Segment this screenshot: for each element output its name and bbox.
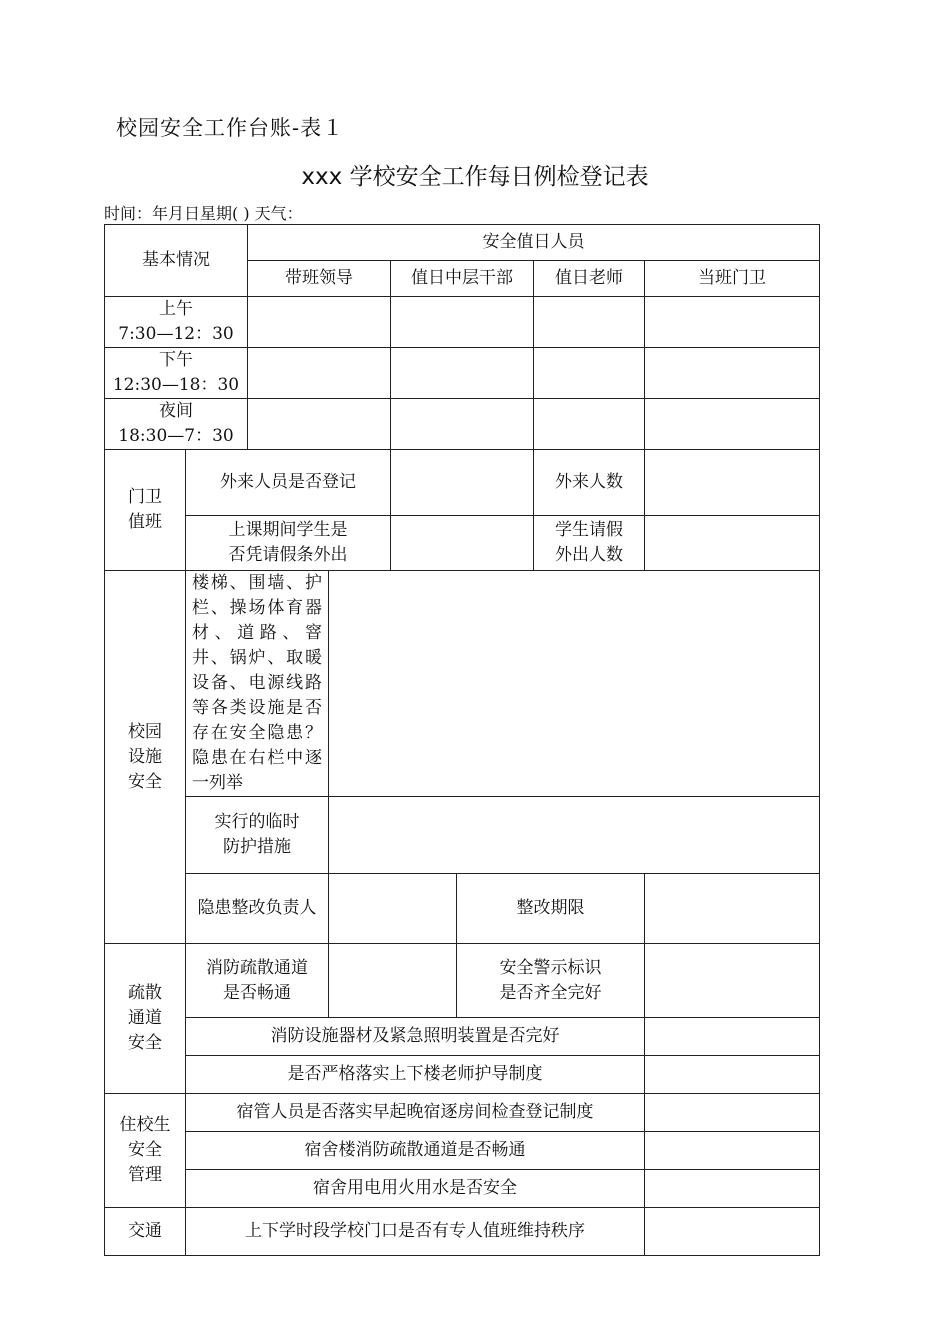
form-title: xxx 学校安全工作每日例检登记表 [301, 164, 649, 190]
passage-clear-cell[interactable] [329, 944, 457, 1018]
night-duty-teacher-cell[interactable] [534, 399, 645, 450]
period-morning [105, 297, 248, 348]
student-leave-slip-cell[interactable] [391, 516, 534, 571]
night-shift-leader-cell[interactable] [248, 399, 391, 450]
signs-complete-label: 安全警示标识 是否齐全完好 [457, 944, 645, 1018]
period-time: 18:30—7：30 [118, 426, 234, 446]
date-weather-line: 时间：年月日星期( ) 天气： [104, 204, 303, 223]
gate-duty-order-cell[interactable] [645, 1208, 820, 1256]
period-time: 7:30—12：30 [118, 324, 234, 344]
col-gate-guard: 当班门卫 [645, 261, 820, 297]
traffic-label: 交通 [105, 1208, 186, 1256]
morning-shift-leader-cell[interactable] [248, 297, 391, 348]
signs-complete-cell[interactable] [645, 944, 820, 1018]
visitor-count-label: 外来人数 [534, 450, 645, 516]
night-gate-guard-cell[interactable] [645, 399, 820, 450]
night-mid-level-cadre-cell[interactable] [391, 399, 534, 450]
afternoon-duty-teacher-cell[interactable] [534, 348, 645, 399]
morning-gate-guard-cell[interactable] [645, 297, 820, 348]
student-leave-slip-label: 上课期间学生是 否凭请假条外出 [186, 516, 391, 571]
ledger-label: 校园安全工作台账-表１ [116, 116, 345, 140]
rectify-owner-label: 隐患整改负责人 [186, 874, 329, 944]
gate-duty-label: 门卫 值班 [105, 450, 186, 571]
period-afternoon [105, 348, 248, 399]
dorm-power-fire-water-cell[interactable] [645, 1170, 820, 1208]
facility-hazard-list-cell[interactable] [329, 571, 820, 797]
dorm-inspection-label: 宿管人员是否落实早起晚宿逐房间检查登记制度 [186, 1094, 645, 1132]
facility-hazard-question: 楼梯、围墙、护栏、操场体育器材、道路、窨井、锅炉、取暖设备、电源线路等各类设施是否存在安全隐患？隐患在右栏中逐一列举 [186, 571, 329, 797]
afternoon-gate-guard-cell[interactable] [645, 348, 820, 399]
evacuation-safety-label: 疏散 通道 安全 [105, 944, 186, 1094]
visitor-count-cell[interactable] [645, 450, 820, 516]
period-name: 上午 [159, 299, 193, 319]
visitor-registered-label: 外来人员是否登记 [186, 450, 391, 516]
equipment-ok-label: 消防设施器材及紧急照明装置是否完好 [186, 1018, 645, 1056]
student-leave-count-label: 学生请假 外出人数 [534, 516, 645, 571]
morning-mid-level-cadre-cell[interactable] [391, 297, 534, 348]
dorm-power-fire-water-label: 宿舍用电用火用水是否安全 [186, 1170, 645, 1208]
col-shift-leader: 带班领导 [248, 261, 391, 297]
duty-personnel-header: 安全值日人员 [248, 225, 820, 261]
period-night [105, 399, 248, 450]
period-name: 下午 [159, 350, 193, 370]
boarding-safety-label: 住校生 安全 管理 [105, 1094, 186, 1208]
equipment-ok-cell[interactable] [645, 1018, 820, 1056]
afternoon-mid-level-cadre-cell[interactable] [391, 348, 534, 399]
rectify-deadline-cell[interactable] [645, 874, 820, 944]
basic-info-header: 基本情况 [105, 225, 248, 297]
col-duty-teacher: 值日老师 [534, 261, 645, 297]
gate-duty-order-label: 上下学时段学校门口是否有专人值班维持秩序 [186, 1208, 645, 1256]
rectify-deadline-label: 整改期限 [457, 874, 645, 944]
rectify-owner-cell[interactable] [329, 874, 457, 944]
morning-duty-teacher-cell[interactable] [534, 297, 645, 348]
dorm-passage-label: 宿舍楼消防疏散通道是否畅通 [186, 1132, 645, 1170]
dorm-passage-cell[interactable] [645, 1132, 820, 1170]
visitor-registered-cell[interactable] [391, 450, 534, 516]
period-name: 夜间 [159, 401, 193, 421]
temp-measures-cell[interactable] [329, 797, 820, 874]
afternoon-shift-leader-cell[interactable] [248, 348, 391, 399]
stair-guidance-label: 是否严格落实上下楼老师护导制度 [186, 1056, 645, 1094]
student-leave-count-cell[interactable] [645, 516, 820, 571]
facility-safety-label: 校园 设施 安全 [105, 571, 186, 944]
col-mid-level-cadre: 值日中层干部 [391, 261, 534, 297]
temp-measures-label: 实行的临时 防护措施 [186, 797, 329, 874]
dorm-inspection-cell[interactable] [645, 1094, 820, 1132]
stair-guidance-cell[interactable] [645, 1056, 820, 1094]
period-time: 12:30—18：30 [112, 375, 240, 395]
passage-clear-label: 消防疏散通道 是否畅通 [186, 944, 329, 1018]
inspection-form-table [104, 224, 820, 1256]
